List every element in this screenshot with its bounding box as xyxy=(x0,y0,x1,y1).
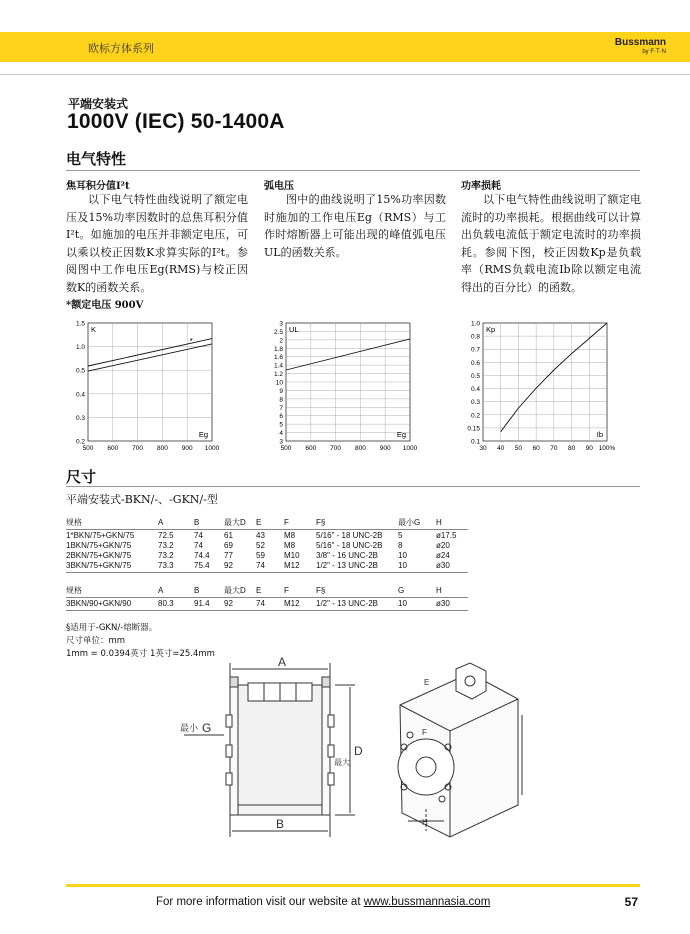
table-cell: 1/2" - 13 UNC-2B xyxy=(316,599,378,608)
brand-sub: by F·T·N xyxy=(642,49,666,55)
table-cell: 69 xyxy=(224,541,233,550)
y-axis-label: Kp xyxy=(486,325,496,334)
y-tick-label: 0.3 xyxy=(75,414,85,422)
y-tick-label: 0.6 xyxy=(470,359,480,367)
section-dimensions-rule xyxy=(66,486,640,487)
x-tick-label: 60 xyxy=(532,445,540,452)
x-axis-label: Ib xyxy=(596,430,603,439)
table-cell: 73.2 xyxy=(158,541,174,550)
table-row xyxy=(66,541,468,551)
table-header-cell: B xyxy=(194,518,200,527)
y-tick-label: 2 xyxy=(279,337,283,345)
table-cell: M12 xyxy=(284,599,300,608)
y-tick-label: 0.2 xyxy=(470,412,480,420)
table-cell: 5/16" - 18 UNC-2B xyxy=(316,531,383,540)
y-tick-label: 0.4 xyxy=(470,386,480,394)
col1-heading: 焦耳积分值I²t xyxy=(66,181,130,192)
website-link[interactable]: www.bussmannasia.com xyxy=(363,896,491,908)
table-cell: 92 xyxy=(224,561,233,570)
x-tick-label: 700 xyxy=(132,445,144,452)
chart-frame xyxy=(483,323,607,441)
col3-text: 以下电气特性曲线说明了额定电流时的功率损耗。根据曲线可以计算出负载电流低于额定电流时的功率损耗。参阅下图，校正因数Kp是负载率（RMS负载电流Ib除以额定电流得出的百分比）的函数。 xyxy=(461,193,641,294)
table-header-cell: G xyxy=(398,586,405,595)
chart-power-loss xyxy=(455,315,615,455)
x-tick-label: 40 xyxy=(497,445,505,452)
table-cell: 10 xyxy=(398,599,407,608)
table-cell: 43 xyxy=(256,531,265,540)
x-tick-label: 700 xyxy=(330,445,342,452)
note-conversion: 1mm = 0.0394英寸 1英寸=25.4mm xyxy=(66,649,215,659)
table-header-cell: 规格 xyxy=(66,586,82,595)
brand-logo xyxy=(615,37,666,56)
table-cell: 75.4 xyxy=(194,561,210,570)
y-tick-label: 0.15 xyxy=(467,425,480,433)
x-tick-label: 500 xyxy=(280,445,292,452)
y-tick-label: 8 xyxy=(279,396,283,404)
table-header-cell: F xyxy=(284,586,289,595)
y-tick-label: 0.8 xyxy=(470,333,480,341)
dim-label-b: B xyxy=(276,817,285,831)
x-tick-label: 600 xyxy=(305,445,317,452)
x-tick-label: 600 xyxy=(107,445,119,452)
y-tick-label: 10 xyxy=(275,379,283,387)
dim-label-h: H xyxy=(422,818,428,827)
table-cell: 59 xyxy=(256,551,265,560)
table-header-rule xyxy=(66,597,468,598)
y-tick-label: 1.6 xyxy=(273,354,283,362)
table-header-cell: F xyxy=(284,518,289,527)
y-tick-label: 1.8 xyxy=(273,345,283,353)
header-divider xyxy=(0,74,690,75)
chart-ul-svg xyxy=(258,315,418,455)
chart-frame xyxy=(88,323,212,441)
y-tick-label: 0.5 xyxy=(75,367,85,375)
table-cell: 73.2 xyxy=(158,551,174,560)
page-title: 1000V (IEC) 50-1400A xyxy=(67,110,285,133)
x-tick-label: 900 xyxy=(379,445,391,452)
y-axis-label: K xyxy=(91,325,97,334)
table-cell: 5 xyxy=(398,531,403,540)
table-cell: M8 xyxy=(284,541,296,550)
dim-label-a: A xyxy=(278,655,287,669)
chart-k-factor xyxy=(60,315,220,455)
y-tick-label: 5 xyxy=(279,421,283,429)
dimension-table-75 xyxy=(66,518,468,578)
table-cell: 3/8" - 16 UNC-2B xyxy=(316,551,378,560)
table-bottom-rule xyxy=(66,610,468,611)
y-axis-label: UL xyxy=(289,325,299,334)
y-tick-label: 9 xyxy=(279,387,283,395)
x-tick-label: 900 xyxy=(181,445,193,452)
y-tick-label: 0.3 xyxy=(470,399,480,407)
table-cell: 80.3 xyxy=(158,599,174,608)
y-tick-label: 0.5 xyxy=(470,372,480,380)
table-cell: ø30 xyxy=(436,599,450,608)
table-header-cell: 最大D xyxy=(224,518,246,527)
col2-heading: 弧电压 xyxy=(264,181,294,192)
x-tick-label: 30 xyxy=(479,445,487,452)
page-subtitle: 平端安装式 xyxy=(68,97,129,111)
y-tick-label: 0.2 xyxy=(75,438,85,446)
table-cell: 2BKN/75+GKN/75 xyxy=(66,551,132,560)
table-cell: M8 xyxy=(284,531,296,540)
table-cell: 61 xyxy=(224,531,233,540)
table-cell: ø24 xyxy=(436,551,450,560)
table-header-cell: F§ xyxy=(316,518,326,527)
x-tick-label: 500 xyxy=(82,445,94,452)
header-bar xyxy=(0,32,690,62)
footer-label: For more information visit our website at xyxy=(156,896,364,908)
table-cell: M10 xyxy=(284,551,300,560)
note-units: 尺寸单位：mm xyxy=(66,636,126,646)
table-title: 平端安装式-BKN/-、-GKN/-型 xyxy=(66,493,218,506)
table-header-cell: H xyxy=(436,586,442,595)
col1-text: 以下电气特性曲线说明了额定电压及15%功率因数时的总焦耳积分值I²t。如施加的电压并非额定电压，可以乘以校正因数K求算实际的I²t。参阅图中工作电压Eg(RMS)与校正因数K的函数关系。 xyxy=(66,193,248,294)
y-tick-label: 1.4 xyxy=(273,362,283,370)
table-header-cell: A xyxy=(158,586,164,595)
page-number: 57 xyxy=(624,895,638,909)
y-tick-label: 0.4 xyxy=(75,391,85,399)
table-cell: 1/2" - 13 UNC-2B xyxy=(316,561,378,570)
y-tick-label: 7 xyxy=(279,404,283,412)
chart-kp-svg xyxy=(455,315,615,455)
dim-label-d: D xyxy=(354,744,363,758)
note-gkn: §适用于-GKN/-熔断器。 xyxy=(66,623,158,633)
table-cell: ø20 xyxy=(436,541,450,550)
table-header-cell: B xyxy=(194,586,200,595)
table-header-rule xyxy=(66,529,468,530)
section-electrical-rule xyxy=(66,170,640,171)
table-header-cell: 规格 xyxy=(66,518,82,527)
table-header-row xyxy=(66,518,468,528)
table-header-cell: F§ xyxy=(316,586,326,595)
table-cell: 72.5 xyxy=(158,531,174,540)
table-cell: 10 xyxy=(398,561,407,570)
table-cell: 74 xyxy=(256,599,265,608)
y-tick-label: 0.1 xyxy=(470,438,480,446)
table-cell: 91.4 xyxy=(194,599,210,608)
dim-label-min: 最小 xyxy=(180,723,199,733)
x-tick-label: 80 xyxy=(567,445,576,452)
table-cell: 5/16" - 18 UNC-2B xyxy=(316,541,383,550)
dim-label-max: 最大 xyxy=(334,758,350,767)
y-tick-label: 3 xyxy=(279,320,283,328)
table-cell: ø17.5 xyxy=(436,531,457,540)
table-cell: 8 xyxy=(398,541,403,550)
fuse-drawing xyxy=(170,655,550,849)
brand-name: Bussmann xyxy=(614,37,666,48)
footer-rule xyxy=(66,884,640,887)
y-tick-label: 1.0 xyxy=(470,320,480,328)
section-electrical-title: 电气特性 xyxy=(66,150,127,168)
table-header-cell: H xyxy=(436,518,442,527)
table-cell: 1BKN/75+GKN/75 xyxy=(66,541,132,550)
table-cell: 1*BKN/75+GKN/75 xyxy=(66,531,135,540)
table-cell: 73.3 xyxy=(158,561,174,570)
table-cell: 74 xyxy=(194,541,203,550)
x-tick-label: 50 xyxy=(514,445,523,452)
y-tick-label: 4 xyxy=(279,430,283,438)
table-header-cell: 最大D xyxy=(224,586,246,595)
table-header-row xyxy=(66,586,468,596)
table-cell: 74.4 xyxy=(194,551,210,560)
x-tick-label: 800 xyxy=(354,445,366,452)
x-tick-label: 90 xyxy=(585,445,593,452)
table-header-cell: 最小G xyxy=(398,518,421,527)
x-tick-label: 100% xyxy=(598,445,616,452)
table-cell: M12 xyxy=(284,561,300,570)
table-header-cell: E xyxy=(256,586,262,595)
fuse-drawing-svg xyxy=(170,655,550,845)
table-cell: 10 xyxy=(398,551,407,560)
chart-k-svg xyxy=(60,315,220,455)
table-row xyxy=(66,599,468,609)
table-header-cell: A xyxy=(158,518,164,527)
y-tick-label: 3 xyxy=(279,438,283,446)
y-tick-label: 1.0 xyxy=(75,344,85,352)
table-row xyxy=(66,531,468,541)
x-tick-label: 800 xyxy=(156,445,168,452)
x-tick-label: 1000 xyxy=(204,445,220,452)
table-header-cell: E xyxy=(256,518,262,527)
col3-heading: 功率损耗 xyxy=(461,181,501,192)
table-row xyxy=(66,551,468,561)
y-tick-label: 0.7 xyxy=(470,346,480,354)
col2-text: 图中的曲线说明了15%功率因数时施加的工作电压Eg（RMS）与工作时熔断器上可能出现的峰值弧电压UL的函数关系。 xyxy=(264,193,446,259)
y-tick-label: 1.5 xyxy=(75,320,85,328)
table-cell: 74 xyxy=(256,561,265,570)
table-row xyxy=(66,561,468,571)
dimension-table-90 xyxy=(66,586,468,616)
y-tick-label: 1.2 xyxy=(273,371,283,379)
section-dimensions-title: 尺寸 xyxy=(66,468,97,486)
table-cell: 52 xyxy=(256,541,265,550)
y-tick-label: 6 xyxy=(279,413,283,421)
series-title: 欧标方体系列 xyxy=(88,42,154,55)
table-cell: 3BKN/90+GKN/90 xyxy=(66,599,132,608)
x-tick-label: 70 xyxy=(550,445,558,452)
x-tick-label: 1000 xyxy=(402,445,418,452)
dim-label-g: G xyxy=(202,721,212,735)
table-cell: 74 xyxy=(194,531,203,540)
table-bottom-rule xyxy=(66,572,468,573)
chart-annotation: * xyxy=(189,337,193,347)
y-tick-label: 2.5 xyxy=(273,328,283,336)
table-cell: 92 xyxy=(224,599,233,608)
footer-text xyxy=(156,896,490,908)
table-cell: ø30 xyxy=(436,561,450,570)
chart-arc-voltage xyxy=(258,315,418,455)
rated-voltage-note: *额定电压 900V xyxy=(66,300,144,311)
dim-label-e: E xyxy=(424,678,430,687)
x-axis-label: Eg xyxy=(396,430,406,439)
table-cell: 77 xyxy=(224,551,233,560)
dim-label-f: F xyxy=(422,728,427,737)
x-axis-label: Eg xyxy=(198,430,208,439)
table-cell: 3BKN/75+GKN/75 xyxy=(66,561,132,570)
